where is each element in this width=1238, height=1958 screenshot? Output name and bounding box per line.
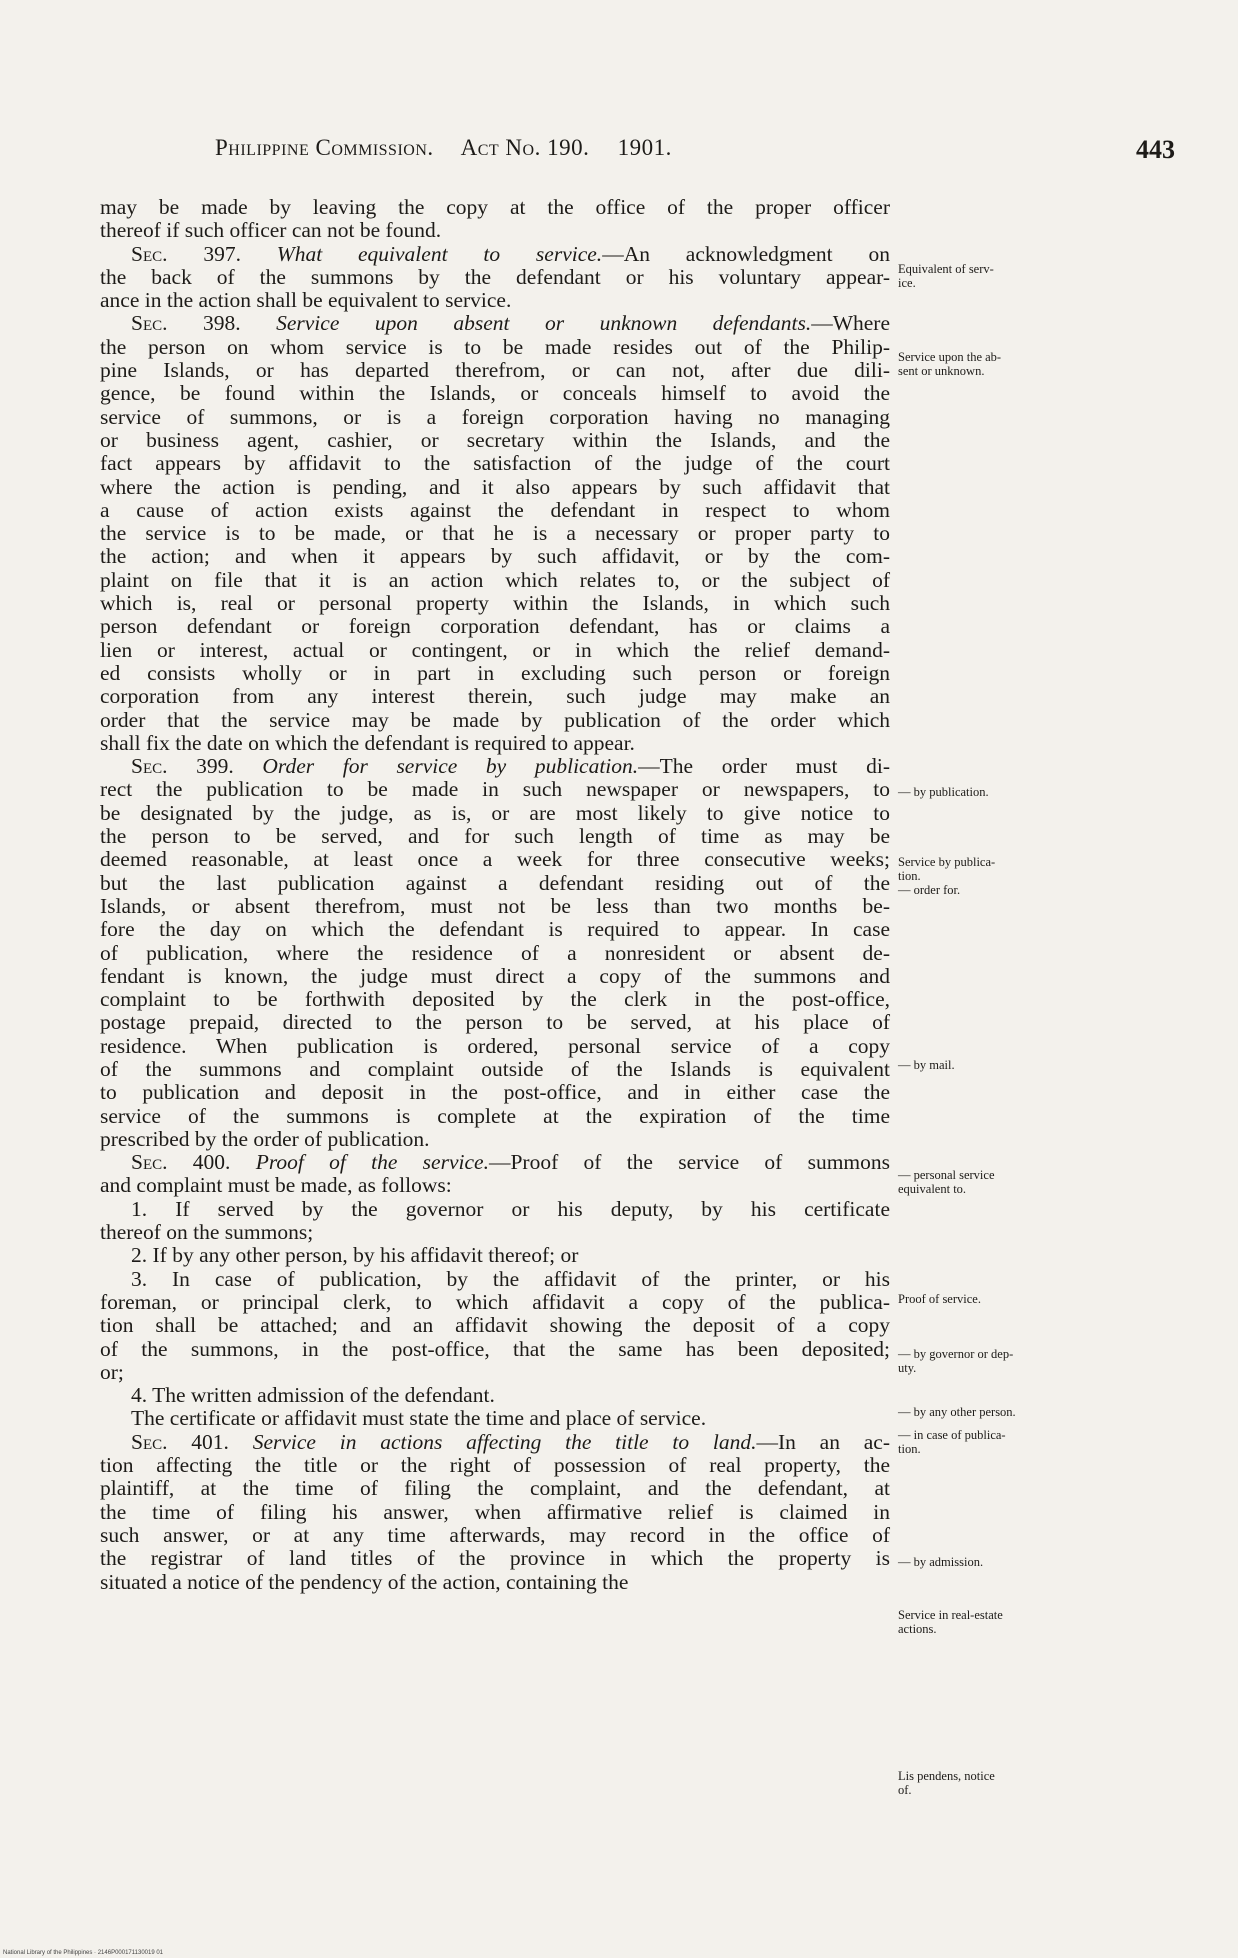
line-text: which is, real or personal property within the Islands, in which such	[100, 591, 890, 616]
line-text: corporation from any interest therein, such judge may make an	[100, 684, 890, 709]
text-line	[100, 895, 890, 918]
text-line	[100, 918, 890, 941]
text-line	[100, 1501, 890, 1524]
section-heading: What equivalent to service.	[276, 241, 603, 266]
text-line	[100, 406, 890, 429]
text-line	[100, 732, 890, 755]
text-line	[100, 289, 890, 312]
text-line	[100, 1407, 890, 1430]
line-text: The certificate or affidavit must state the time and place of service.	[131, 1406, 707, 1431]
line-text: thereof if such officer can not be found.	[100, 218, 442, 243]
line-text: or;	[100, 1359, 124, 1384]
section-heading: Order for service by publication.	[262, 754, 639, 779]
line-text: 3. In case of publication, by the affidavit of the printer, or his	[131, 1266, 890, 1291]
marginal-note	[898, 350, 1198, 378]
line-text: a cause of action exists against the defendant in respect to whom	[100, 497, 890, 522]
line-text: ance in the action shall be equivalent to service.	[100, 288, 512, 313]
line-text: of the summons, in the post-office, that the same has been deposited;	[100, 1336, 890, 1361]
line-text: —Proof of the service of summons	[488, 1150, 891, 1175]
line-text: situated a notice of the pendency of the action, containing the	[100, 1569, 629, 1594]
marginal-note	[898, 785, 1198, 799]
line-text: such answer, or at any time afterwards, may record in the office of	[100, 1522, 890, 1547]
line-text: plaint on file that it is an action which relates to, or the subject of	[100, 567, 890, 592]
marginal-note	[898, 1608, 1198, 1636]
running-title-part: 1901.	[617, 135, 672, 160]
line-text: of publication, where the residence of a nonresident or absent de-	[100, 940, 890, 965]
page-number: 443	[1136, 135, 1175, 164]
marginal-note-line: — personal service	[898, 1168, 995, 1182]
text-line	[100, 1524, 890, 1547]
text-line	[100, 778, 890, 801]
marginal-note-line: — by governor or dep-	[898, 1347, 1014, 1361]
text-line	[100, 709, 890, 732]
line-text: 1. If served by the governor or his deputy, by his certificate	[131, 1196, 890, 1221]
section-heading: Service in actions affecting the title to land.	[252, 1429, 757, 1454]
line-text: thereof on the summons;	[100, 1220, 314, 1245]
line-text: the time of filing his answer, when affirmative relief is claimed in	[100, 1499, 890, 1524]
text-line	[100, 522, 890, 545]
section-number: Sec. 397.	[131, 241, 277, 266]
line-text: tion affecting the title or the right of possession of real property, the	[100, 1453, 890, 1478]
line-text: person defendant or foreign corporation defendant, has or claims a	[100, 614, 890, 639]
line-text: and complaint must be made, as follows:	[100, 1173, 452, 1198]
text-line	[100, 196, 890, 219]
section-heading: Proof of the service.	[255, 1150, 489, 1175]
line-text: foreman, or principal clerk, to which affidavit a copy of the publica-	[100, 1289, 890, 1314]
text-line	[100, 219, 890, 242]
marginal-note-line: — by any other person.	[898, 1405, 1016, 1419]
text-line	[100, 499, 890, 522]
marginal-note-line: Equivalent of serv-	[898, 262, 994, 276]
section-number: Sec. 400.	[131, 1150, 256, 1175]
text-line	[100, 1035, 890, 1058]
text-line	[100, 476, 890, 499]
line-text: lien or interest, actual or contingent, or in which the relief demand-	[100, 637, 890, 662]
line-text: prescribed by the order of publication.	[100, 1126, 430, 1151]
page-header	[215, 135, 1175, 175]
running-title-part: Philippine Commission.	[215, 135, 434, 160]
line-text: the service is to be made, or that he is a necessary or proper party to	[100, 521, 890, 546]
marginal-note	[898, 1058, 1198, 1072]
text-line	[100, 872, 890, 895]
text-line	[100, 336, 890, 359]
text-line	[100, 429, 890, 452]
line-text: fore the day on which the defendant is required to appear. In case	[100, 917, 890, 942]
scan-footer: National Library of the Philippines · 2146P000171130019 01	[3, 1950, 164, 1956]
line-text: tion shall be attached; and an affidavit showing the deposit of a copy	[100, 1313, 890, 1338]
text-line	[100, 545, 890, 568]
text-line	[100, 1174, 890, 1197]
line-text: service of summons, or is a foreign corporation having no managing	[100, 404, 890, 429]
text-line	[100, 825, 890, 848]
text-line	[100, 1477, 890, 1500]
text-line	[100, 266, 890, 289]
marginal-note-line: actions.	[898, 1622, 937, 1636]
text-line	[100, 1128, 890, 1151]
text-line	[100, 1011, 890, 1034]
line-text: fendant is known, the judge must direct a copy of the summons and	[100, 963, 890, 988]
text-line	[100, 1571, 890, 1594]
text-line	[100, 1268, 890, 1291]
line-text: to publication and deposit in the post-office, and in either case the	[100, 1080, 890, 1105]
text-line	[100, 243, 890, 266]
line-text: the person to be served, and for such length of time as may be	[100, 824, 890, 849]
line-text: —Where	[811, 311, 891, 336]
line-text: service of the summons is complete at the expiration of the time	[100, 1103, 890, 1128]
line-text: shall fix the date on which the defendant is required to appear.	[100, 730, 635, 755]
marginal-note-line: Service in real-estate	[898, 1608, 1003, 1622]
running-title	[215, 135, 694, 161]
line-text: 2. If by any other person, by his affidavit thereof; or	[131, 1243, 579, 1268]
marginal-note-line: ice.	[898, 276, 916, 290]
text-line	[100, 1198, 890, 1221]
marginal-note-line: Proof of service.	[898, 1292, 981, 1306]
text-line	[100, 452, 890, 475]
line-text: fact appears by affidavit to the satisfaction of the judge of the court	[100, 451, 890, 476]
marginal-note-line: Service by publica-	[898, 855, 996, 869]
line-text: plaintiff, at the time of filing the complaint, and the defendant, at	[100, 1476, 890, 1501]
text-line	[100, 662, 890, 685]
line-text: complaint to be forthwith deposited by the clerk in the post-office,	[100, 987, 890, 1012]
line-text: 4. The written admission of the defendant.	[131, 1383, 495, 1408]
marginal-note-line: Service upon the ab-	[898, 350, 1002, 364]
line-text: deemed reasonable, at least once a week for three consecutive weeks;	[100, 847, 890, 872]
line-text: —In an ac-	[756, 1429, 890, 1454]
text-line	[100, 592, 890, 615]
text-line	[100, 1338, 890, 1361]
line-text: but the last publication against a defendant residing out of the	[100, 870, 890, 895]
line-text: or business agent, cashier, or secretary within the Islands, and the	[100, 427, 890, 452]
line-text: —An acknowledgment on	[602, 241, 890, 266]
line-text: the action; and when it appears by such affidavit, or by the com-	[100, 544, 890, 569]
marginal-note-line: — in case of publica-	[898, 1428, 1006, 1442]
text-line	[100, 965, 890, 988]
text-line	[100, 1105, 890, 1128]
text-line	[100, 1058, 890, 1081]
line-text: of the summons and complaint outside of the Islands is equivalent	[100, 1056, 890, 1081]
text-line	[100, 639, 890, 662]
line-text: may be made by leaving the copy at the office of the proper officer	[100, 195, 890, 219]
marginal-note	[898, 1428, 1198, 1456]
marginal-note-line: — by publication.	[898, 785, 989, 799]
text-line	[100, 1221, 890, 1244]
line-text: order that the service may be made by publication of the order which	[100, 707, 890, 732]
text-line	[100, 1547, 890, 1570]
text-line	[100, 312, 890, 335]
text-line	[100, 382, 890, 405]
marginal-note-line: equivalent to.	[898, 1182, 967, 1196]
marginal-note	[898, 1168, 1198, 1196]
marginal-note-line: Lis pendens, notice	[898, 1769, 995, 1783]
section-heading: Service upon absent or unknown defendants.	[276, 311, 812, 336]
marginal-note	[898, 1405, 1198, 1419]
line-text: rect the publication to be made in such newspaper or newspapers, to	[100, 777, 890, 802]
line-text: residence. When publication is ordered, personal service of a copy	[100, 1033, 890, 1058]
line-text: ed consists wholly or in part in excluding such person or foreign	[100, 660, 890, 685]
marginal-note	[898, 1292, 1198, 1306]
marginal-note	[898, 1769, 1198, 1797]
text-line	[100, 685, 890, 708]
marginal-note	[898, 1347, 1198, 1375]
text-line	[100, 1081, 890, 1104]
marginal-note-line: — by admission.	[898, 1555, 984, 1569]
section-number: Sec. 401.	[131, 1429, 253, 1454]
text-line	[100, 569, 890, 592]
line-text: the registrar of land titles of the province in which the property is	[100, 1546, 890, 1571]
marginal-note	[898, 1555, 1198, 1569]
marginal-note-line: — by mail.	[898, 1058, 955, 1072]
marginal-note-line: of.	[898, 1783, 912, 1797]
running-title-part: Act No. 190.	[460, 135, 590, 160]
line-text: the back of the summons by the defendant or his voluntary appear-	[100, 264, 890, 289]
text-line	[100, 1361, 890, 1384]
text-line	[100, 1454, 890, 1477]
text-line	[100, 1384, 890, 1407]
text-line	[100, 755, 890, 778]
marginal-note-line: sent or unknown.	[898, 364, 985, 378]
line-text: pine Islands, or has departed therefrom, or can not, after due dili-	[100, 358, 890, 383]
text-line	[100, 848, 890, 871]
section-number: Sec. 399.	[131, 754, 263, 779]
text-line	[100, 988, 890, 1011]
marginal-note	[898, 262, 1198, 290]
body-text	[100, 196, 890, 1594]
section-number: Sec. 398.	[131, 311, 277, 336]
text-line	[100, 1431, 890, 1454]
line-text: be designated by the judge, as is, or are most likely to give notice to	[100, 800, 890, 825]
line-text: gence, be found within the Islands, or conceals himself to avoid the	[100, 381, 890, 406]
line-text: where the action is pending, and it also appears by such affidavit that	[100, 474, 890, 499]
text-line	[100, 1314, 890, 1337]
line-text: the person on whom service is to be made resides out of the Philip-	[100, 334, 890, 359]
marginal-note	[898, 855, 1198, 897]
marginal-note-line: tion.	[898, 1442, 921, 1456]
marginal-note-line: — order for.	[898, 883, 961, 897]
text-line	[100, 1244, 890, 1267]
line-text: Islands, or absent therefrom, must not be less than two months be-	[100, 893, 890, 918]
text-line	[100, 942, 890, 965]
line-text: postage prepaid, directed to the person to be served, at his place of	[100, 1010, 890, 1035]
text-line	[100, 1291, 890, 1314]
text-line	[100, 615, 890, 638]
marginal-note-line: tion.	[898, 869, 921, 883]
text-line	[100, 359, 890, 382]
text-line	[100, 802, 890, 825]
marginal-note-line: uty.	[898, 1361, 917, 1375]
line-text: —The order must di-	[638, 754, 890, 779]
text-line	[100, 1151, 890, 1174]
